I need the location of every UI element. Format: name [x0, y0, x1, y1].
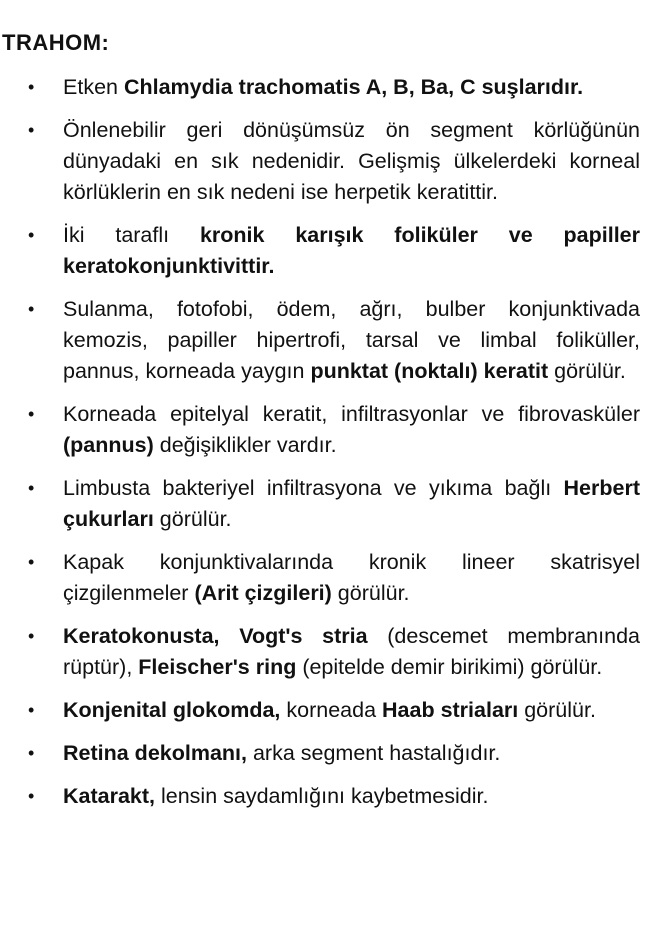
list-item	[28, 547, 640, 609]
text-run: (epitelde demir birikimi) görülür.	[296, 655, 603, 679]
text-run: lensin saydamlığını kaybetmesidir.	[155, 784, 489, 808]
text-run-bold: Retina dekolmanı,	[63, 741, 247, 765]
text-run-bold: Katarakt,	[63, 784, 156, 808]
text-run-bold: (pannus)	[63, 433, 154, 457]
list-item	[28, 399, 640, 461]
text-run-bold: punktat (noktalı) keratit	[310, 359, 549, 383]
list-item	[28, 72, 640, 103]
text-run: Kapak konjunktivalarında kronik lineer skatrisyel çizgilenmeler	[63, 550, 640, 605]
list-item	[28, 115, 640, 208]
text-run-bold: kronik karışık foliküler ve papiller keratokonjunktivittir.	[63, 223, 640, 278]
list-item	[28, 473, 640, 535]
text-run-bold: Chlamydia trachomatis A, B, Ba, C suşlarıdır.	[123, 75, 584, 99]
text-run-bold: Haab striaları	[382, 698, 519, 722]
text-run-bold: Herbert çukurları	[63, 476, 640, 531]
text-run: görülür.	[518, 698, 596, 722]
text-run-bold: (Arit çizgileri)	[194, 581, 332, 605]
text-run-bold: Keratokonusta, Vogt's stria	[63, 624, 368, 648]
text-run: görülür.	[153, 507, 232, 531]
list-item	[28, 220, 640, 282]
text-run-bold: Fleischer's ring	[138, 655, 297, 679]
text-run: Sulanma, fotofobi, ödem, ağrı, bulber konjunktivada kemozis, papiller hipertrofi, tarsal ve limbal foliküller, pannus, korneada yaygın	[63, 297, 640, 383]
text-run: İki taraflı	[63, 223, 200, 247]
section-heading: TRAHOM:	[2, 30, 110, 55]
text-run: (descemet membranında rüptür),	[63, 624, 640, 679]
text-run: arka segment hastalığıdır.	[247, 741, 501, 765]
text-run: Limbusta bakteriyel infiltrasyona ve yıkıma bağlı	[63, 476, 564, 500]
list-item	[28, 621, 640, 683]
list-item	[28, 738, 640, 769]
list-item	[28, 695, 640, 726]
text-run: Etken	[63, 75, 124, 99]
text-run-bold: Konjenital glokomda,	[63, 698, 281, 722]
text-run: korneada	[280, 698, 383, 722]
text-run: değişiklikler vardır.	[153, 433, 337, 457]
text-run: görülür.	[548, 359, 626, 383]
bullet-list	[28, 72, 640, 824]
text-run: görülür.	[331, 581, 410, 605]
list-item	[28, 781, 640, 812]
list-item	[28, 294, 640, 387]
text-run: Korneada epitelyal keratit, infiltrasyonlar ve fibrovasküler	[63, 402, 640, 426]
text-run: Önlenebilir geri dönüşümsüz ön segment körlüğünün dünyadaki en sık nedenidir. Gelişmiş ülkelerdeki korneal körlüklerin en sık nedeni ise herpetik keratittir.	[63, 118, 640, 204]
